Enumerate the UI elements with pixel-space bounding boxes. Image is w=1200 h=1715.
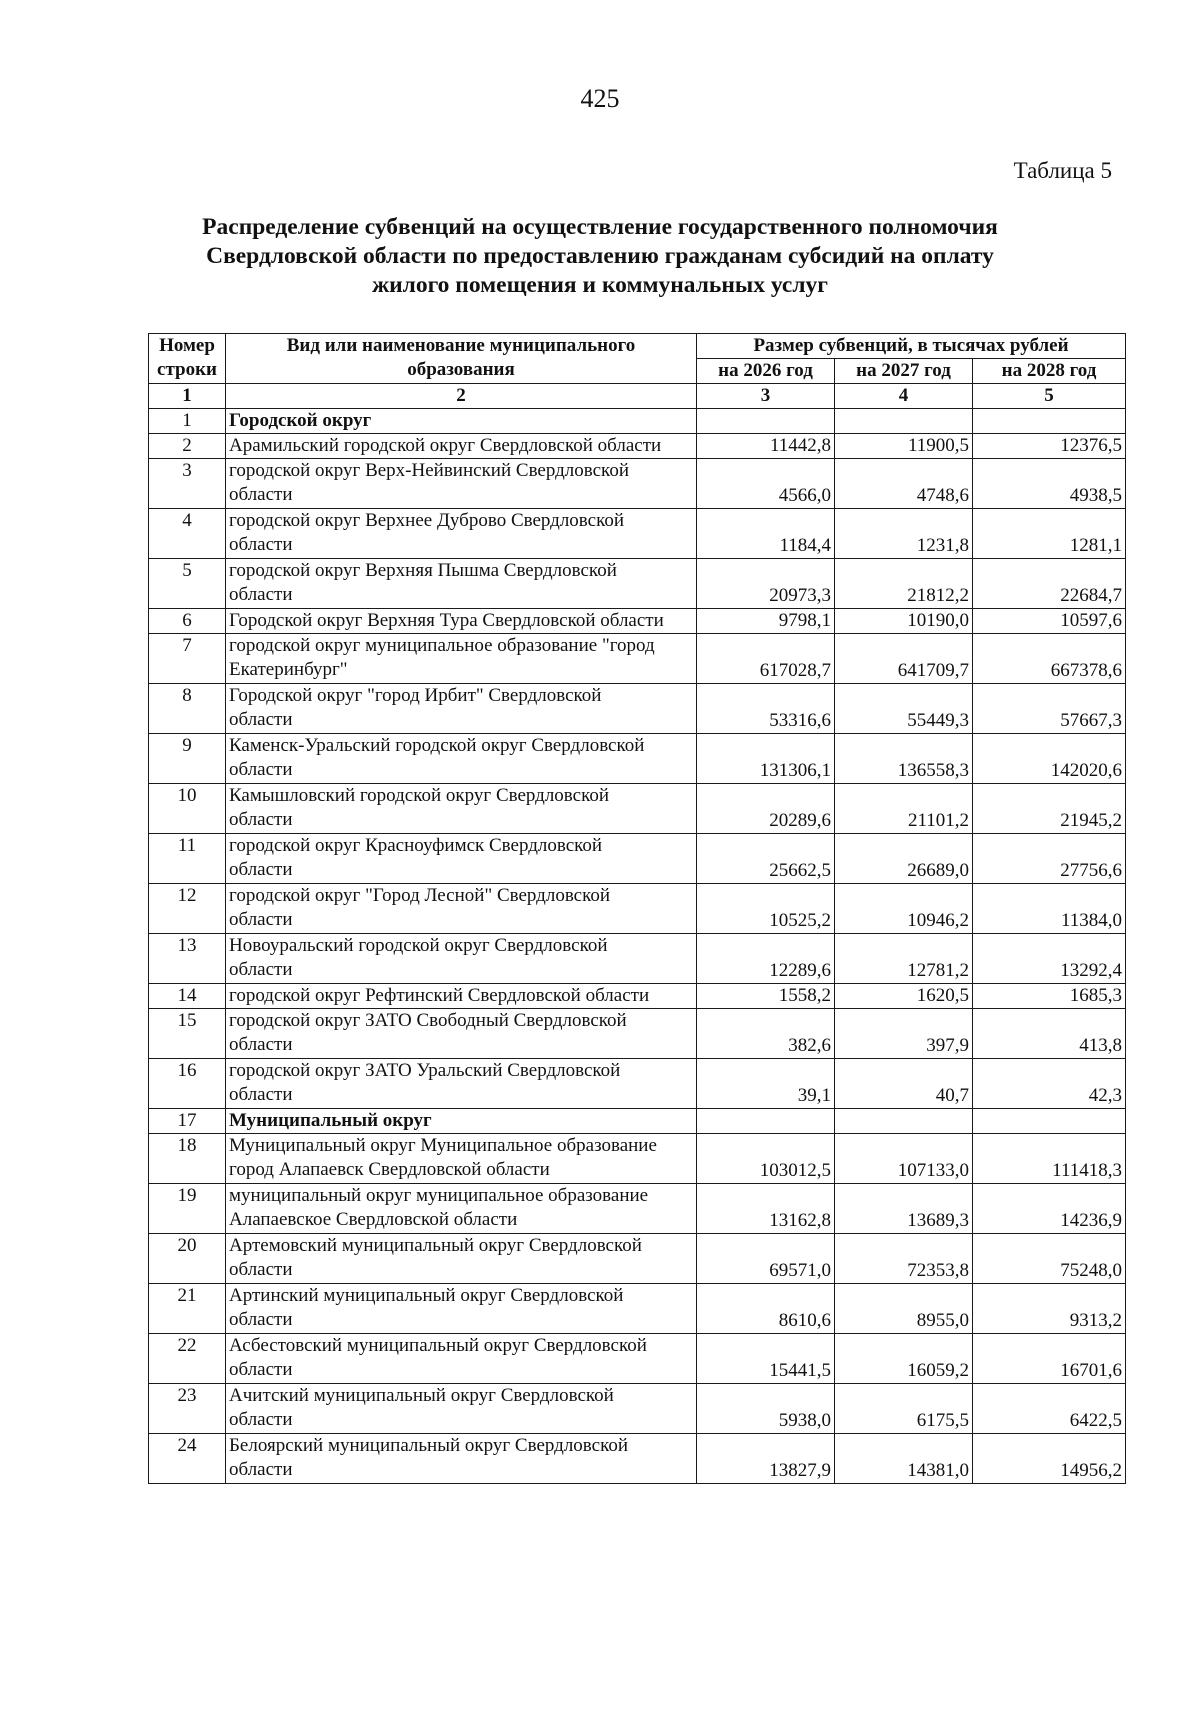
table-row xyxy=(149,1134,1126,1184)
row-number: 11 xyxy=(149,834,226,884)
amount-2027: 1231,8 xyxy=(835,509,973,559)
amount-2027: 16059,2 xyxy=(835,1334,973,1384)
table-row xyxy=(149,1334,1126,1384)
header-row-number: Номер строки xyxy=(149,334,226,384)
amount-2027: 136558,3 xyxy=(835,734,973,784)
municipality-name xyxy=(226,459,697,509)
municipality-name xyxy=(226,834,697,884)
municipality-name-line: области xyxy=(229,484,293,505)
amount-2028: 57667,3 xyxy=(973,684,1126,734)
municipality-name-line: области xyxy=(229,584,293,605)
amount-2028: 11384,0 xyxy=(973,884,1126,934)
municipality-name-line: Белоярский муниципальный округ Свердловской xyxy=(229,1435,629,1456)
amount-2028: 111418,3 xyxy=(973,1134,1126,1184)
municipality-name-line: области xyxy=(229,1084,293,1105)
row-number: 3 xyxy=(149,459,226,509)
municipality-name xyxy=(226,1284,697,1334)
municipality-name-line: области xyxy=(229,809,293,830)
amount-2028: 13292,4 xyxy=(973,934,1126,984)
amount-2027: 397,9 xyxy=(835,1009,973,1059)
row-number: 12 xyxy=(149,884,226,934)
subsidy-table xyxy=(148,333,1126,1484)
municipality-name-line: области xyxy=(229,1459,293,1480)
municipality-name-line: Новоуральский городской округ Свердловской xyxy=(229,935,608,956)
title-line: жилого помещения и коммунальных услуг xyxy=(372,272,828,298)
amount-2027: 13689,3 xyxy=(835,1184,973,1234)
municipality-name-line: муниципальный округ муниципальное образование xyxy=(229,1185,649,1206)
municipality-name xyxy=(226,634,697,684)
row-number: 16 xyxy=(149,1059,226,1109)
amount-2028: 142020,6 xyxy=(973,734,1126,784)
amount-2028: 10597,6 xyxy=(973,609,1126,634)
row-number: 9 xyxy=(149,734,226,784)
amount-2028 xyxy=(973,409,1126,434)
amount-2028: 27756,6 xyxy=(973,834,1126,884)
municipality-name xyxy=(226,934,697,984)
municipality-name-line: Ачитский муниципальный округ Свердловской xyxy=(229,1385,614,1406)
row-number: 7 xyxy=(149,634,226,684)
municipality-name-line: городской округ ЗАТО Уральский Свердловской xyxy=(229,1060,621,1081)
amount-2027: 10190,0 xyxy=(835,609,973,634)
amount-2027: 40,7 xyxy=(835,1059,973,1109)
municipality-name-line: области xyxy=(229,534,293,555)
title-line: Свердловской области по предоставлению гражданам субсидий на оплату xyxy=(206,243,994,269)
municipality-name-line: области xyxy=(229,959,293,980)
municipality-name-line: город Алапаевск Свердловской области xyxy=(229,1159,550,1180)
row-number: 21 xyxy=(149,1284,226,1334)
municipality-name-line: области xyxy=(229,1034,293,1055)
municipality-name-line: городской округ Красноуфимск Свердловской xyxy=(229,835,603,856)
municipality-name xyxy=(226,1009,697,1059)
municipality-name-line: городской округ Верхнее Дуброво Свердловской xyxy=(229,510,625,531)
amount-2027: 8955,0 xyxy=(835,1284,973,1334)
amount-2026: 5938,0 xyxy=(697,1384,835,1434)
amount-2026: 20973,3 xyxy=(697,559,835,609)
table-row xyxy=(149,734,1126,784)
municipality-name-line: Городской округ "город Ирбит" Свердловской xyxy=(229,685,602,706)
municipality-name-line: области xyxy=(229,759,293,780)
municipality-name-line: области xyxy=(229,1259,293,1280)
amount-2027: 107133,0 xyxy=(835,1134,973,1184)
table-row xyxy=(149,684,1126,734)
amount-2027 xyxy=(835,409,973,434)
amount-2026: 39,1 xyxy=(697,1059,835,1109)
amount-2027: 4748,6 xyxy=(835,459,973,509)
table-row xyxy=(149,559,1126,609)
municipality-name-line: области xyxy=(229,1409,293,1430)
table-row xyxy=(149,1184,1126,1234)
municipality-name-line: Муниципальный округ xyxy=(229,1110,432,1131)
municipality-name xyxy=(226,559,697,609)
municipality-name-line: Арамильский городской округ Свердловской области xyxy=(229,435,662,456)
column-number: 3 xyxy=(697,384,835,409)
column-number: 1 xyxy=(149,384,226,409)
row-number: 13 xyxy=(149,934,226,984)
table-row xyxy=(149,1434,1126,1484)
column-number: 4 xyxy=(835,384,973,409)
amount-2027: 55449,3 xyxy=(835,684,973,734)
amount-2027: 6175,5 xyxy=(835,1384,973,1434)
municipality-name xyxy=(226,1184,697,1234)
table-row xyxy=(149,1009,1126,1059)
table-header xyxy=(149,334,1126,409)
document-title xyxy=(160,213,1040,300)
municipality-name xyxy=(226,884,697,934)
amount-2027: 11900,5 xyxy=(835,434,973,459)
row-number: 20 xyxy=(149,1234,226,1284)
amount-2028: 12376,5 xyxy=(973,434,1126,459)
amount-2026: 53316,6 xyxy=(697,684,835,734)
header-name: Вид или наименование муниципального образования xyxy=(226,334,697,384)
row-number: 8 xyxy=(149,684,226,734)
amount-2028 xyxy=(973,1109,1126,1134)
row-number: 1 xyxy=(149,409,226,434)
municipality-name xyxy=(226,509,697,559)
table-row xyxy=(149,1234,1126,1284)
amount-2027: 1620,5 xyxy=(835,984,973,1009)
header-year-2027: на 2027 год xyxy=(835,359,973,384)
amount-2026: 15441,5 xyxy=(697,1334,835,1384)
amount-2026: 4566,0 xyxy=(697,459,835,509)
table-row xyxy=(149,1059,1126,1109)
row-number: 19 xyxy=(149,1184,226,1234)
municipality-name-line: Алапаевское Свердловской области xyxy=(229,1209,518,1230)
amount-2028: 14956,2 xyxy=(973,1434,1126,1484)
municipality-name xyxy=(226,1234,697,1284)
amount-2028: 42,3 xyxy=(973,1059,1126,1109)
section-title xyxy=(226,1109,697,1134)
amount-2026: 69571,0 xyxy=(697,1234,835,1284)
row-number: 17 xyxy=(149,1109,226,1134)
table-body xyxy=(149,409,1126,1484)
table-row xyxy=(149,1284,1126,1334)
municipality-name-line: Екатеринбург" xyxy=(229,659,348,680)
table-row xyxy=(149,934,1126,984)
amount-2027: 641709,7 xyxy=(835,634,973,684)
amount-2027: 10946,2 xyxy=(835,884,973,934)
row-number: 14 xyxy=(149,984,226,1009)
title-line: Распределение субвенций на осуществление государственного полномочия xyxy=(202,214,998,240)
amount-2028: 6422,5 xyxy=(973,1384,1126,1434)
municipality-name-line: Каменск-Уральский городской округ Свердловской xyxy=(229,735,645,756)
amount-2027: 21812,2 xyxy=(835,559,973,609)
municipality-name xyxy=(226,1134,697,1184)
row-number: 6 xyxy=(149,609,226,634)
section-title xyxy=(226,409,697,434)
municipality-name-line: области xyxy=(229,859,293,880)
amount-2026: 8610,6 xyxy=(697,1284,835,1334)
amount-2027: 14381,0 xyxy=(835,1434,973,1484)
table-row xyxy=(149,784,1126,834)
municipality-name-line: городской округ Верх-Нейвинский Свердловской xyxy=(229,460,629,481)
amount-2026: 20289,6 xyxy=(697,784,835,834)
amount-2026: 103012,5 xyxy=(697,1134,835,1184)
row-number: 15 xyxy=(149,1009,226,1059)
municipality-name-line: Городской округ xyxy=(229,410,372,431)
amount-2026 xyxy=(697,1109,835,1134)
table-row xyxy=(149,1384,1126,1434)
amount-2027 xyxy=(835,1109,973,1134)
municipality-name xyxy=(226,434,697,459)
table-label: Таблица 5 xyxy=(1013,158,1112,183)
amount-2028: 1685,3 xyxy=(973,984,1126,1009)
municipality-name-line: Городской округ Верхняя Тура Свердловской области xyxy=(229,610,664,631)
section-row xyxy=(149,1109,1126,1134)
amount-2026: 1184,4 xyxy=(697,509,835,559)
amount-2028: 22684,7 xyxy=(973,559,1126,609)
municipality-name-line: Артемовский муниципальный округ Свердловской xyxy=(229,1235,642,1256)
header-year-2028: на 2028 год xyxy=(973,359,1126,384)
amount-2028: 1281,1 xyxy=(973,509,1126,559)
section-row xyxy=(149,409,1126,434)
row-number: 2 xyxy=(149,434,226,459)
table-row xyxy=(149,509,1126,559)
amount-2026: 11442,8 xyxy=(697,434,835,459)
amount-2026: 12289,6 xyxy=(697,934,835,984)
header-amount-group: Размер субвенций, в тысячах рублей xyxy=(697,334,1126,359)
amount-2026: 10525,2 xyxy=(697,884,835,934)
table-row xyxy=(149,984,1126,1009)
amount-2028: 75248,0 xyxy=(973,1234,1126,1284)
municipality-name-line: Артинский муниципальный округ Свердловской xyxy=(229,1285,624,1306)
row-number: 18 xyxy=(149,1134,226,1184)
municipality-name xyxy=(226,1434,697,1484)
municipality-name xyxy=(226,784,697,834)
municipality-name-line: городской округ ЗАТО Свободный Свердловской xyxy=(229,1010,627,1031)
column-number: 5 xyxy=(973,384,1126,409)
amount-2026: 1558,2 xyxy=(697,984,835,1009)
municipality-name xyxy=(226,1059,697,1109)
municipality-name xyxy=(226,1384,697,1434)
municipality-name-line: области xyxy=(229,1359,293,1380)
municipality-name xyxy=(226,984,697,1009)
table-row xyxy=(149,884,1126,934)
row-number: 24 xyxy=(149,1434,226,1484)
municipality-name-line: области xyxy=(229,1309,293,1330)
amount-2028: 667378,6 xyxy=(973,634,1126,684)
page-number: 425 xyxy=(580,84,620,113)
amount-2026: 382,6 xyxy=(697,1009,835,1059)
amount-2026: 9798,1 xyxy=(697,609,835,634)
municipality-name-line: городской округ Верхняя Пышма Свердловской xyxy=(229,560,617,581)
municipality-name xyxy=(226,734,697,784)
amount-2028: 4938,5 xyxy=(973,459,1126,509)
municipality-name-line: области xyxy=(229,709,293,730)
amount-2028: 413,8 xyxy=(973,1009,1126,1059)
table-row xyxy=(149,634,1126,684)
amount-2026: 25662,5 xyxy=(697,834,835,884)
amount-2026: 131306,1 xyxy=(697,734,835,784)
table-row xyxy=(149,609,1126,634)
table-row xyxy=(149,834,1126,884)
amount-2027: 26689,0 xyxy=(835,834,973,884)
amount-2026: 13827,9 xyxy=(697,1434,835,1484)
table-row xyxy=(149,459,1126,509)
header-year-2026: на 2026 год xyxy=(697,359,835,384)
amount-2026 xyxy=(697,409,835,434)
table-row xyxy=(149,434,1126,459)
row-number: 4 xyxy=(149,509,226,559)
municipality-name-line: городской округ "Город Лесной" Свердловской xyxy=(229,885,611,906)
amount-2027: 21101,2 xyxy=(835,784,973,834)
row-number: 5 xyxy=(149,559,226,609)
municipality-name-line: Муниципальный округ Муниципальное образование xyxy=(229,1135,657,1156)
municipality-name-line: области xyxy=(229,909,293,930)
row-number: 10 xyxy=(149,784,226,834)
amount-2027: 12781,2 xyxy=(835,934,973,984)
municipality-name xyxy=(226,609,697,634)
column-number: 2 xyxy=(226,384,697,409)
municipality-name-line: Камышловский городской округ Свердловской xyxy=(229,785,610,806)
municipality-name-line: городской округ Рефтинский Свердловской области xyxy=(229,985,650,1006)
amount-2026: 617028,7 xyxy=(697,634,835,684)
amount-2028: 16701,6 xyxy=(973,1334,1126,1384)
row-number: 22 xyxy=(149,1334,226,1384)
row-number: 23 xyxy=(149,1384,226,1434)
amount-2028: 14236,9 xyxy=(973,1184,1126,1234)
municipality-name xyxy=(226,1334,697,1384)
amount-2028: 9313,2 xyxy=(973,1284,1126,1334)
amount-2028: 21945,2 xyxy=(973,784,1126,834)
municipality-name xyxy=(226,684,697,734)
amount-2026: 13162,8 xyxy=(697,1184,835,1234)
municipality-name-line: Асбестовский муниципальный округ Свердловской xyxy=(229,1335,647,1356)
municipality-name-line: городской округ муниципальное образование "город xyxy=(229,635,655,656)
amount-2027: 72353,8 xyxy=(835,1234,973,1284)
